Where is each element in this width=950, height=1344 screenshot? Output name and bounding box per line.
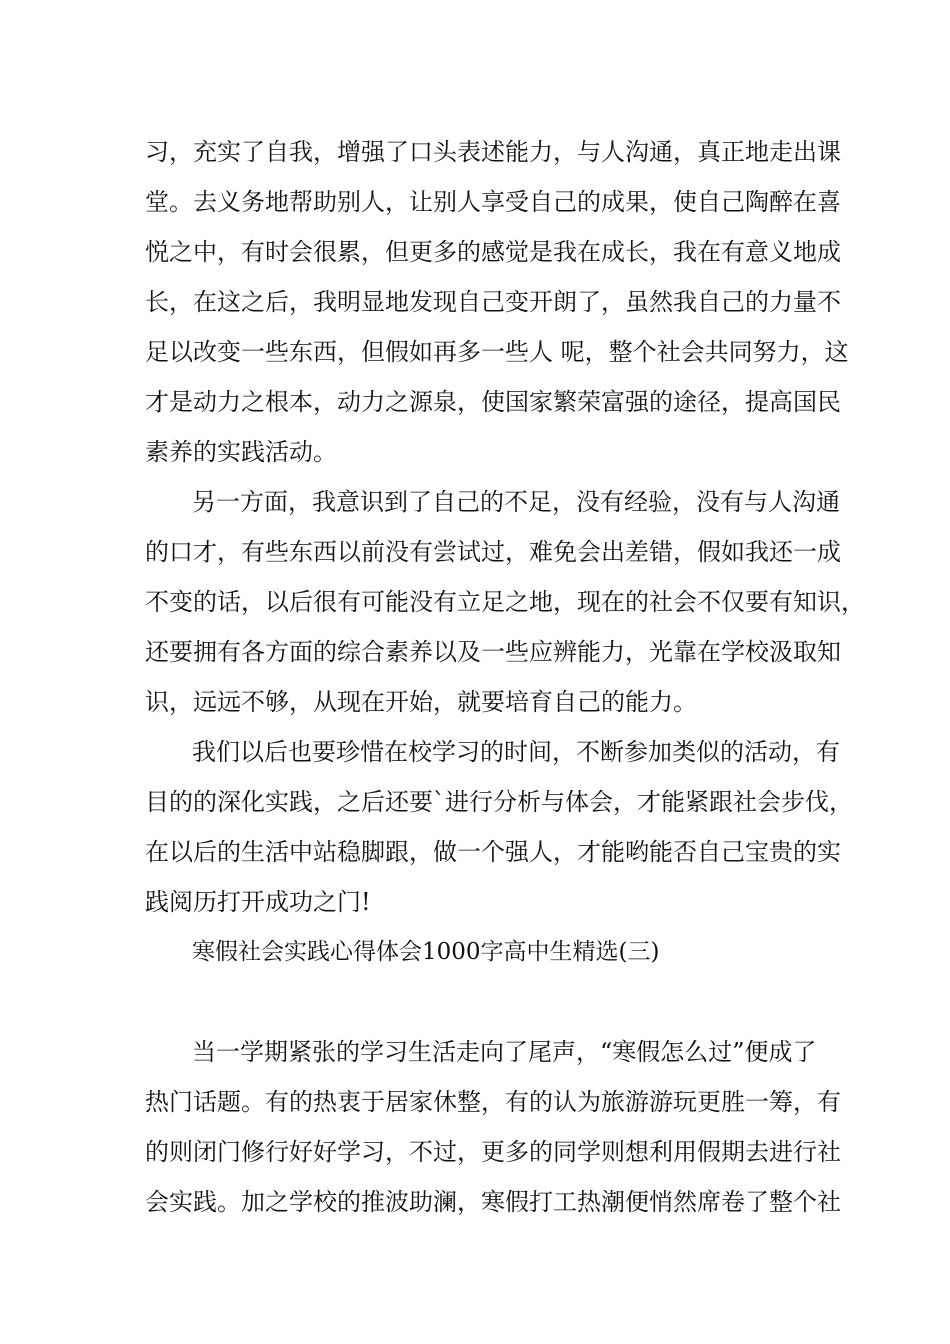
text-line: 才是动力之根本，动力之源泉，使国家繁荣富强的途径，提高国民 [145, 388, 841, 416]
text-line: 识，远远不够，从现在开始，就要培育自己的能力。 [145, 688, 697, 716]
text-line: 的则闭门修行好好学习，不过，更多的同学则想利用假期去进行社 [145, 1138, 841, 1166]
text-line: 长，在这之后，我明显地发现自己变开朗了，虽然我自己的力量不 [145, 288, 841, 316]
text-line: 践阅历打开成功之门! [145, 888, 371, 916]
text-line: 我们以后也要珍惜在校学习的时间，不断参加类似的活动，有 [192, 738, 840, 766]
text-line: 另一方面，我意识到了自己的不足，没有经验，没有与人沟通 [192, 488, 840, 516]
text-line: 目的的深化实践，之后还要`进行分析与体会，才能紧跟社会步伐， [145, 788, 853, 816]
text-line: 不变的话，以后很有可能没有立足之地，现在的社会不仅要有知识， [145, 588, 865, 616]
text-line: 足以改变一些东西，但假如再多一些人 呢，整个社会共同努力，这 [145, 338, 849, 366]
text-line: 当一学期紧张的学习生活走向了尾声，“寒假怎么过”便成了 [192, 1038, 817, 1066]
text-line: 习，充实了自我，增强了口头表述能力，与人沟通，真正地走出课 [145, 138, 841, 166]
text-line: 素养的实践活动。 [145, 438, 337, 466]
text-line: 热门话题。有的热衷于居家休整，有的认为旅游游玩更胜一筹，有 [145, 1088, 841, 1116]
text-line: 堂。去义务地帮助别人，让别人享受自己的成果，使自己陶醉在喜 [145, 188, 841, 216]
text-line: 的口才，有些东西以前没有尝试过，难免会出差错，假如我还一成 [145, 538, 841, 566]
text-line: 在以后的生活中站稳脚跟，做一个强人，才能哟能否自己宝贵的实 [145, 838, 841, 866]
section-title: 寒假社会实践心得体会1000字高中生精选(三) [192, 939, 660, 965]
text-line: 悦之中，有时会很累，但更多的感觉是我在成长，我在有意义地成 [145, 238, 841, 266]
text-line: 会实践。加之学校的推波助澜，寒假打工热潮便悄然席卷了整个社 [145, 1188, 841, 1216]
text-line: 还要拥有各方面的综合素养以及一些应辨能力，光靠在学校汲取知 [145, 638, 841, 666]
